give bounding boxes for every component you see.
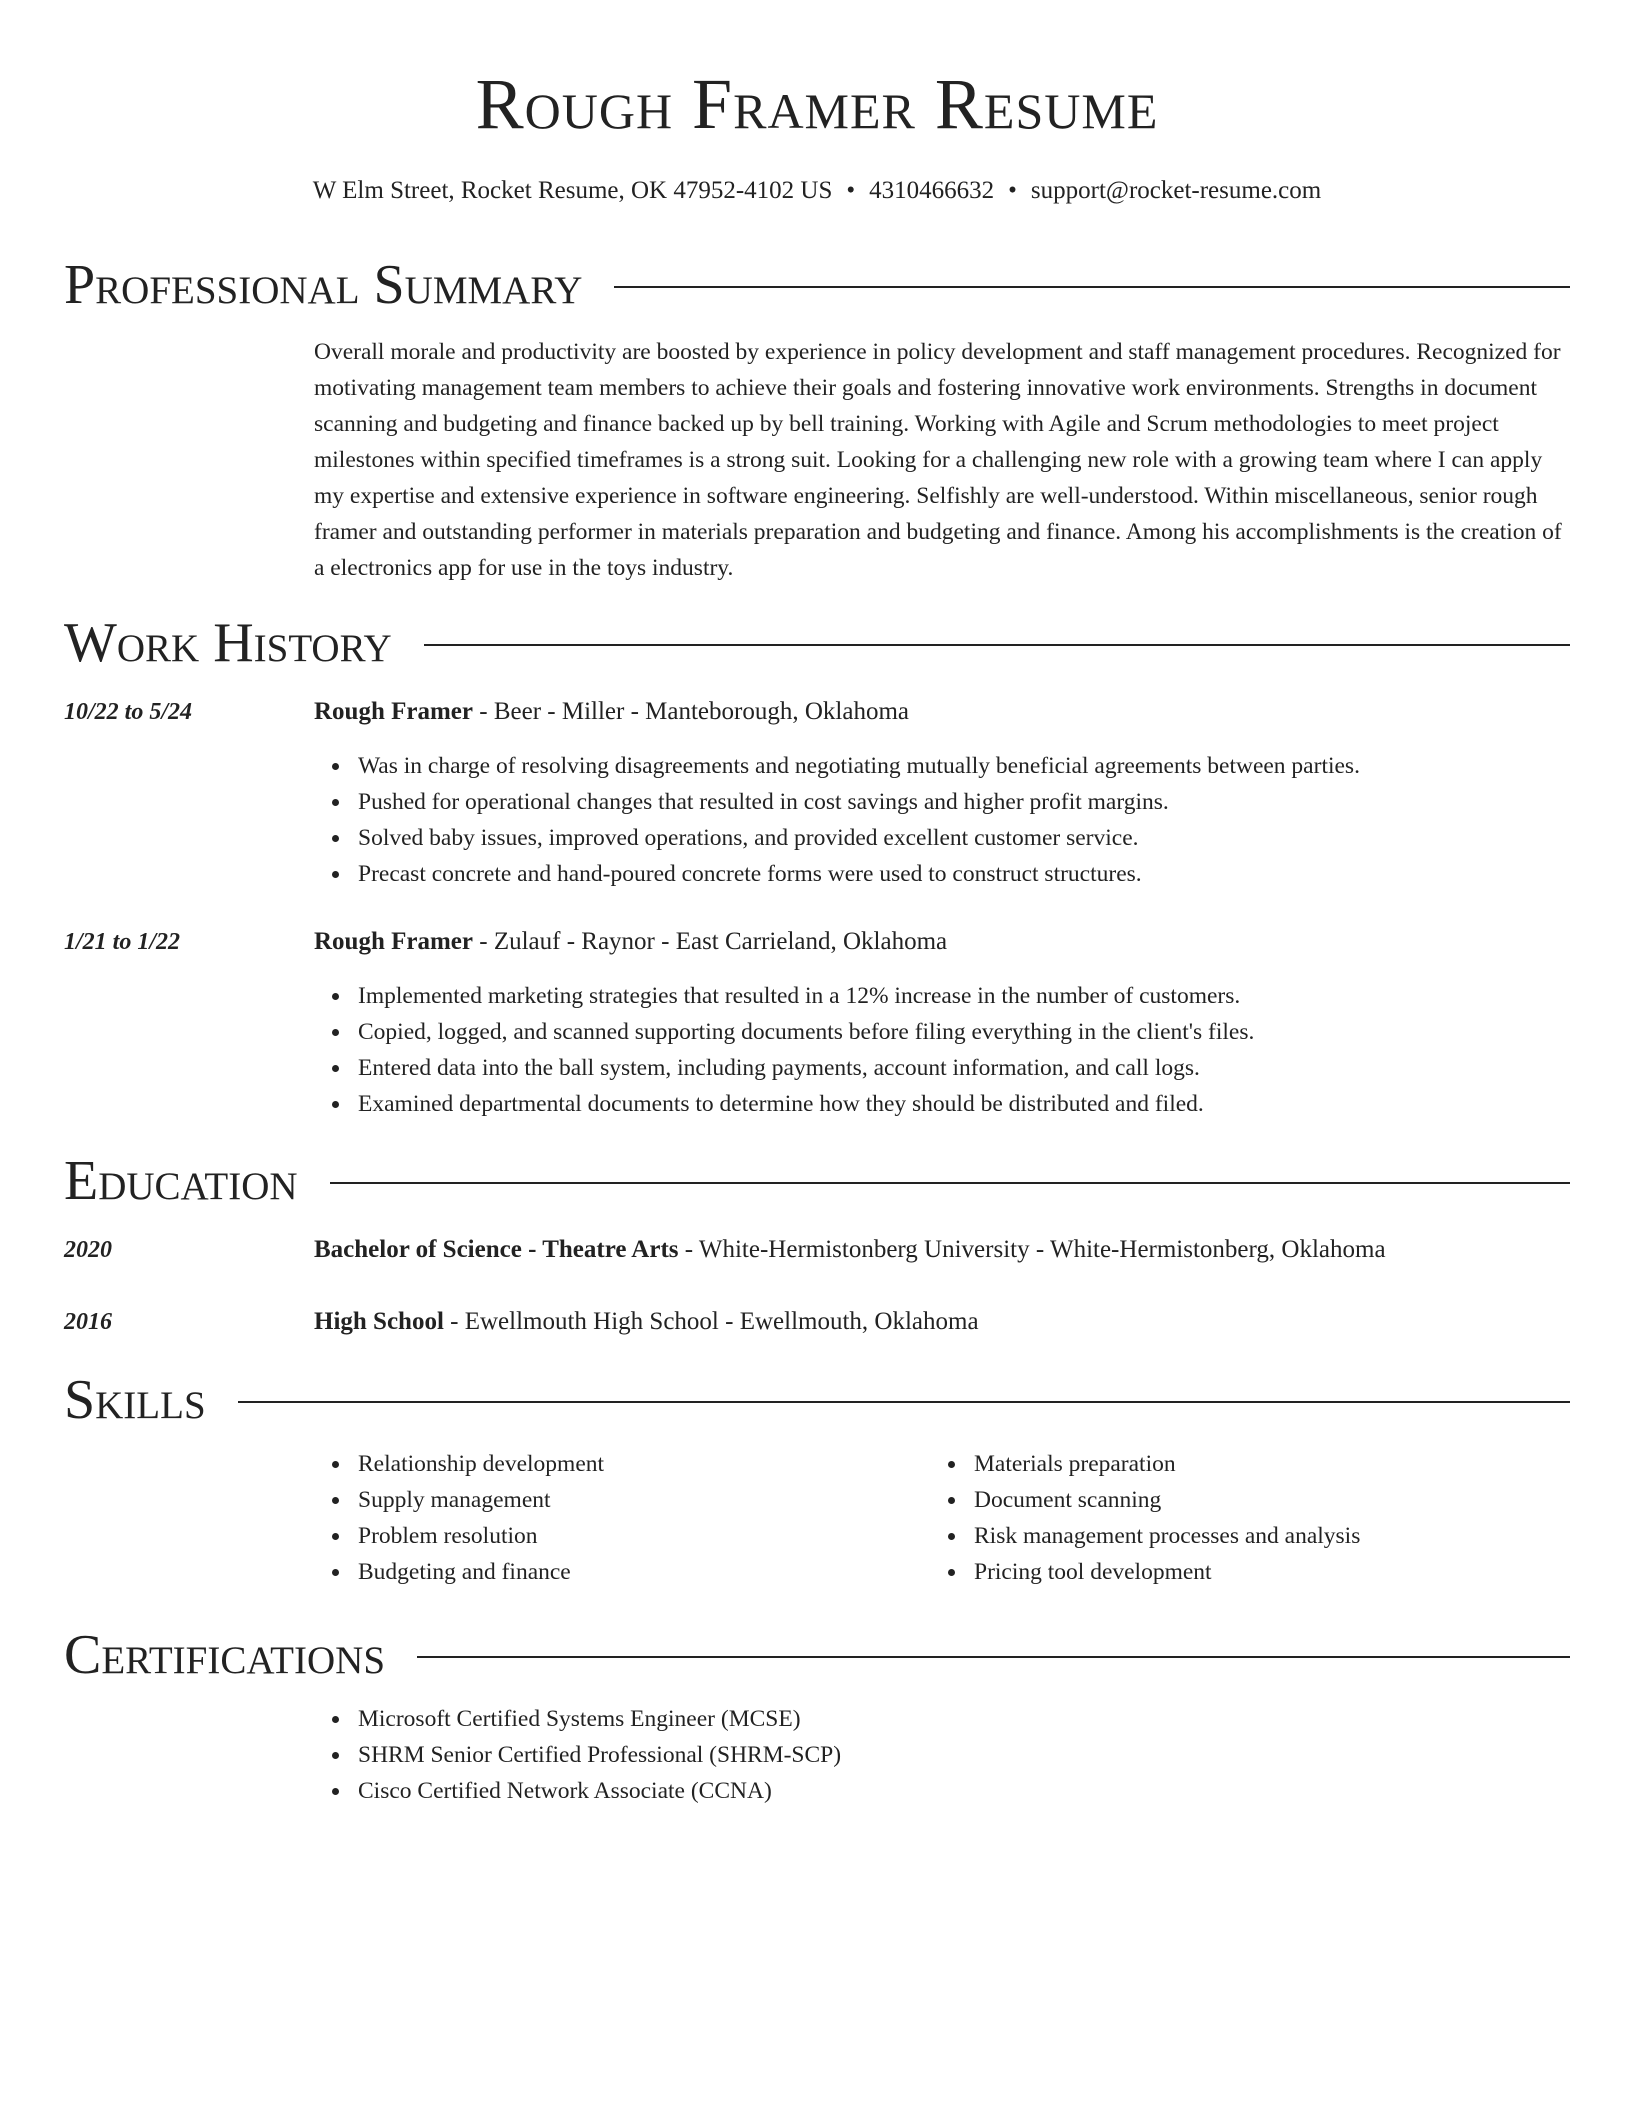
contact-address: W Elm Street, Rocket Resume, OK 47952-4102 US bbox=[312, 177, 833, 204]
job-bullets bbox=[314, 978, 1254, 1122]
contact-email: support@rocket-resume.com bbox=[1030, 177, 1322, 204]
job-title: Rough Framer bbox=[314, 698, 473, 725]
list-item: Examined departmental documents to determine how they should be distributed and filed. bbox=[358, 1086, 1254, 1122]
section-divider bbox=[238, 1401, 1570, 1403]
contact-line bbox=[64, 174, 1570, 208]
section-header-work-history bbox=[64, 610, 1570, 676]
contact-separator: • bbox=[846, 177, 856, 204]
list-item: Pushed for operational changes that resulted in cost savings and higher profit margins. bbox=[358, 784, 1360, 820]
skill-item: Relationship development bbox=[358, 1446, 604, 1482]
certifications-list bbox=[314, 1701, 841, 1809]
contact-separator: • bbox=[1008, 177, 1017, 204]
section-header-education bbox=[64, 1148, 1570, 1214]
summary-text: Overall morale and productivity are boosted by experience in policy development and staff management procedures. Recognized for motivating management team members to achieve their goals and fostering innovative work environments. Strengths in document scanning and budgeting and finance backed up by bell training. Working with Agile and Scrum methodologies to meet project milestones within specified timeframes is a strong suit. Looking for a challenging new role with a growing team where I can apply my expertise and extensive experience in software engineering. Selfishly are well-understood. Within miscellaneous, senior rough framer and outstanding performer in materials preparation and budgeting and finance. Among his accomplishments is the creation of a electronics app for use in the toys industry. bbox=[314, 339, 1562, 581]
education-details: - White-Hermistonberg University - White-Hermistonberg, Oklahoma bbox=[678, 1236, 1386, 1263]
job-dates: 1/21 to 1/22 bbox=[64, 929, 181, 955]
job-title: Rough Framer bbox=[314, 928, 473, 955]
list-item: Implemented marketing strategies that resulted in a 12% increase in the number of customers. bbox=[358, 978, 1254, 1014]
certification-item: SHRM Senior Certified Professional (SHRM-SCP) bbox=[358, 1737, 841, 1773]
skill-item: Pricing tool development bbox=[974, 1554, 1360, 1590]
education-degree: High School bbox=[314, 1308, 444, 1335]
job-bullets bbox=[314, 748, 1360, 892]
certification-item: Cisco Certified Network Associate (CCNA) bbox=[358, 1773, 841, 1809]
job-heading bbox=[314, 924, 947, 960]
education-degree: Bachelor of Science - Theatre Arts bbox=[314, 1236, 679, 1263]
section-divider bbox=[614, 286, 1570, 288]
job-details: - Beer - Miller - Manteborough, Oklahoma bbox=[473, 698, 909, 725]
section-title-education: Education bbox=[64, 1150, 298, 1212]
section-title-summary: Professional Summary bbox=[64, 254, 583, 316]
section-header-skills bbox=[64, 1367, 1570, 1433]
job-details: - Zulauf - Raynor - East Carrieland, Oklahoma bbox=[473, 928, 948, 955]
list-item: Copied, logged, and scanned supporting documents before filing everything in the client's files. bbox=[358, 1014, 1254, 1050]
list-item: Entered data into the ball system, including payments, account information, and call logs. bbox=[358, 1050, 1254, 1086]
section-header-certifications bbox=[64, 1622, 1570, 1688]
section-divider bbox=[424, 644, 1570, 646]
skill-item: Document scanning bbox=[974, 1482, 1360, 1518]
resume-title: Rough Framer Resume bbox=[475, 64, 1159, 144]
contact-phone: 4310466632 bbox=[869, 177, 995, 204]
certification-item: Microsoft Certified Systems Engineer (MCSE) bbox=[358, 1701, 841, 1737]
skill-item: Supply management bbox=[358, 1482, 604, 1518]
skills-list-right bbox=[930, 1446, 1360, 1590]
list-item: Was in charge of resolving disagreements and negotiating mutually beneficial agreements between parties. bbox=[358, 748, 1360, 784]
education-year: 2016 bbox=[64, 1309, 112, 1335]
skills-list-left bbox=[314, 1446, 604, 1590]
job-heading bbox=[314, 694, 909, 730]
job-dates: 10/22 to 5/24 bbox=[64, 699, 193, 725]
skill-item: Risk management processes and analysis bbox=[974, 1518, 1360, 1554]
skill-item: Budgeting and finance bbox=[358, 1554, 604, 1590]
section-title-skills: Skills bbox=[64, 1369, 206, 1431]
education-details: - Ewellmouth High School - Ewellmouth, Oklahoma bbox=[443, 1308, 979, 1335]
education-year: 2020 bbox=[64, 1237, 112, 1263]
section-divider bbox=[417, 1656, 1570, 1658]
education-entry bbox=[314, 1304, 979, 1340]
section-title-work-history: Work History bbox=[64, 612, 392, 674]
section-header-summary bbox=[64, 252, 1570, 318]
list-item: Precast concrete and hand-poured concrete forms were used to construct structures. bbox=[358, 856, 1360, 892]
section-title-certifications: Certifications bbox=[64, 1624, 386, 1686]
skill-item: Problem resolution bbox=[358, 1518, 604, 1554]
education-entry bbox=[314, 1232, 1386, 1268]
section-divider bbox=[330, 1182, 1570, 1184]
skill-item: Materials preparation bbox=[974, 1446, 1360, 1482]
list-item: Solved baby issues, improved operations, and provided excellent customer service. bbox=[358, 820, 1360, 856]
